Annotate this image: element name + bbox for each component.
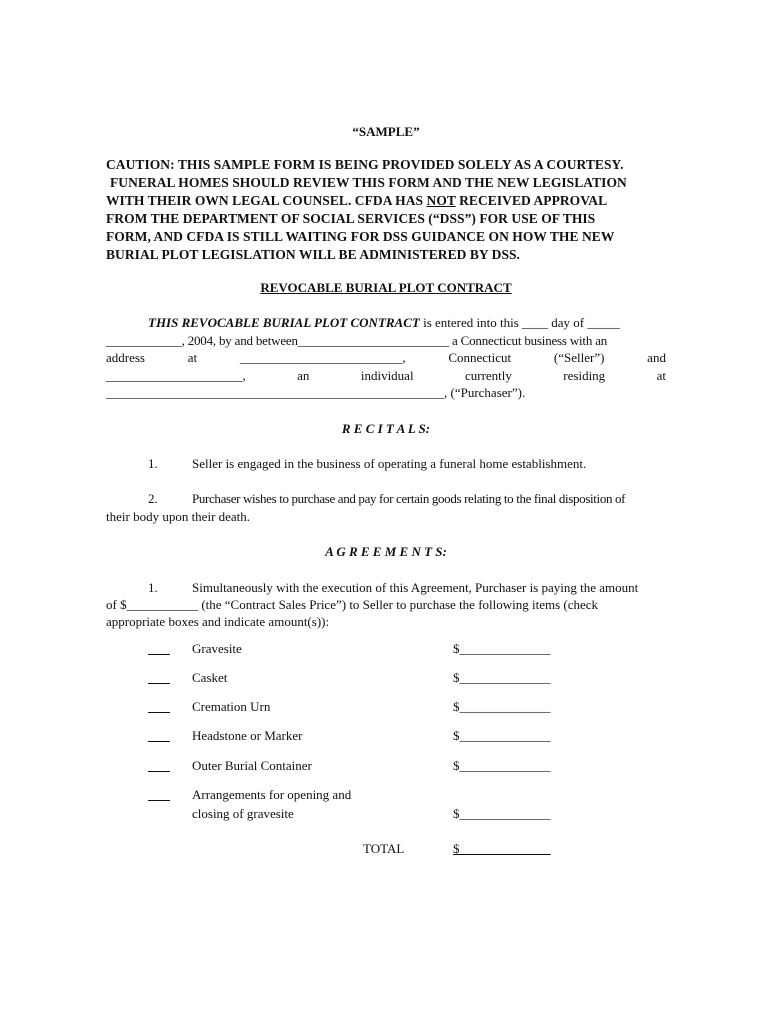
intro-word: address	[106, 350, 145, 365]
agreement-1-line: of $___________ (the “Contract Sales Price”) to Seller to purchase the following items (check	[106, 597, 599, 612]
agreement-1-line: appropriate boxes and indicate amount(s)):	[106, 614, 330, 629]
intro-word: _________________________,	[239, 350, 406, 365]
intro-word: individual	[360, 368, 414, 383]
intro-word: residing	[563, 368, 606, 383]
recital-1-number: 1.	[148, 456, 158, 471]
item-amount-field[interactable]: $______________	[453, 670, 551, 685]
item-label: Cremation Urn	[192, 699, 271, 714]
item-label: Outer Burial Container	[192, 758, 312, 773]
agreement-1-number: 1.	[148, 580, 158, 595]
contract-title: REVOCABLE BURIAL PLOT CONTRACT	[260, 280, 512, 295]
intro-line-2: ____________, 2004, by and between________________________ a Connecticut business with an	[106, 333, 608, 348]
intro-word: _____________________,	[106, 368, 246, 383]
total-amount-field[interactable]: $______________	[453, 841, 551, 856]
intro-line-1	[106, 315, 666, 331]
intro-line-4	[106, 368, 666, 384]
item-amount-field[interactable]: $______________	[453, 728, 551, 743]
intro-line-5: ____________________________________________________, (“Purchaser”).	[106, 385, 526, 400]
intro-word: at	[656, 368, 666, 383]
checkbox-cremation-urn[interactable]	[148, 699, 170, 718]
checkbox-gravesite[interactable]	[148, 641, 170, 660]
item-amount-field[interactable]: $______________	[453, 806, 551, 821]
agreements-heading: A G R E E M E N T S:	[325, 544, 447, 559]
checkbox-headstone[interactable]	[148, 728, 170, 747]
caution-line	[106, 192, 666, 210]
checkbox-opening-closing[interactable]	[148, 787, 170, 806]
caution-not-emphasis: NOT	[426, 193, 456, 208]
caution-line: FROM THE DEPARTMENT OF SOCIAL SERVICES (“DSS”) FOR USE OF THIS	[106, 211, 596, 226]
intro-blank: _____	[587, 315, 620, 330]
intro-word: (“Seller”)	[553, 350, 605, 365]
caution-line: FUNERAL HOMES SHOULD REVIEW THIS FORM AND THE NEW LEGISLATION	[110, 175, 627, 190]
intro-word: at	[187, 350, 198, 365]
caution-notice	[106, 156, 666, 264]
item-label: closing of gravesite	[192, 806, 294, 821]
caution-line: FORM, AND CFDA IS STILL WAITING FOR DSS GUIDANCE ON HOW THE NEW	[106, 229, 615, 244]
intro-line-3	[106, 350, 666, 366]
total-label: TOTAL	[363, 841, 405, 856]
item-amount-field[interactable]: $______________	[453, 758, 551, 773]
item-label: Casket	[192, 670, 228, 685]
item-amount-field[interactable]: $______________	[453, 699, 551, 714]
agreement-1-line: Simultaneously with the execution of this Agreement, Purchaser is paying the amount	[192, 580, 639, 595]
caution-line: BURIAL PLOT LEGISLATION WILL BE ADMINISTERED BY DSS.	[106, 247, 520, 262]
intro-word: an	[297, 368, 310, 383]
checkbox-outer-burial-container[interactable]	[148, 758, 170, 777]
caution-text: WITH THEIR OWN LEGAL COUNSEL. CFDA HAS	[106, 193, 427, 208]
item-label: Gravesite	[192, 641, 242, 656]
recital-2-number: 2.	[148, 491, 158, 506]
intro-text: is entered into this ____ day of	[419, 315, 588, 330]
caution-text: RECEIVED APPROVAL	[455, 193, 608, 208]
checkbox-casket[interactable]	[148, 670, 170, 689]
item-label: Headstone or Marker	[192, 728, 303, 743]
intro-word: currently	[464, 368, 512, 383]
intro-lead: THIS REVOCABLE BURIAL PLOT CONTRACT	[148, 315, 420, 330]
caution-line: CAUTION: THIS SAMPLE FORM IS BEING PROVIDED SOLELY AS A COURTESY.	[106, 157, 624, 172]
recitals-heading: R E C I T A L S:	[341, 421, 431, 436]
item-label: Arrangements for opening and	[192, 787, 352, 802]
recital-1-text: Seller is engaged in the business of operating a funeral home establishment.	[192, 456, 587, 471]
recital-2-text-cont: their body upon their death.	[106, 509, 251, 524]
intro-word: Connecticut	[448, 350, 512, 365]
recital-2-text: Purchaser wishes to purchase and pay for certain goods relating to the final disposition of	[192, 491, 626, 506]
item-amount-field[interactable]: $______________	[453, 641, 551, 656]
sample-label: “SAMPLE”	[352, 124, 420, 139]
intro-word: and	[647, 350, 666, 365]
